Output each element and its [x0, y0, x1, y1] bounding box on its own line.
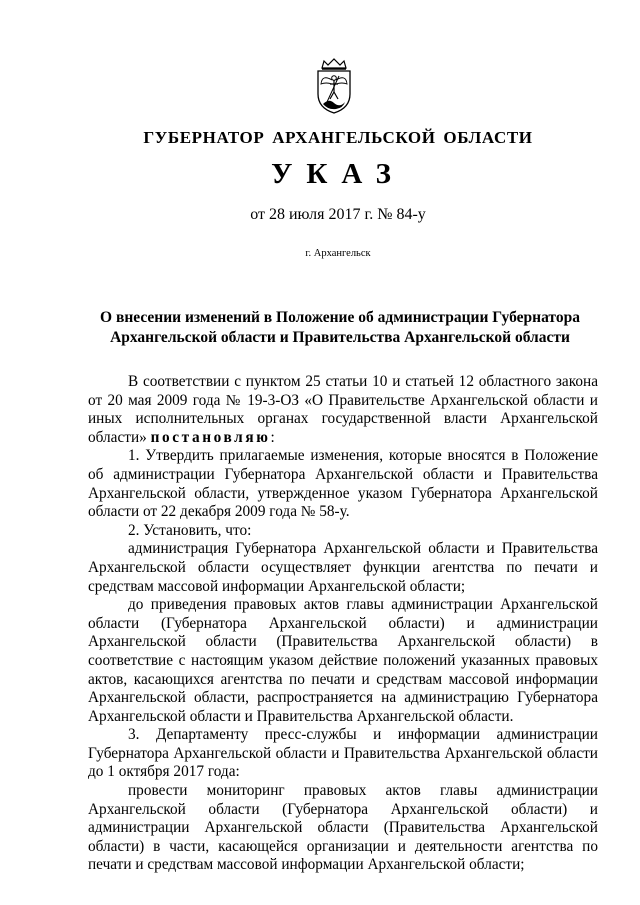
clause-3-item-1: провести мониторинг правовых актов главы администрации Архангельской области (Губернатора Архангельской области) и администрации Архангельской области (Правительства Архангельской области) в части, касающейся организации и деятельности агентства по печати и средствам массовой информации Архангельской области;: [88, 782, 598, 874]
decree-title-line-1: О внесении изменений в Положение об администрации Губернатора: [100, 309, 580, 326]
preamble-text: В соответствии с пунктом 25 статьи 10 и статьей 12 областного закона от 20 мая 2009 года № 19-3-ОЗ «О Правительстве Архангельской области и иных исполнительных органах государственной власти Архангельской области»: [88, 373, 598, 446]
clause-2: 2. Установить, что:: [128, 521, 252, 539]
arkhangelsk-coat-of-arms-icon: [312, 58, 356, 114]
preamble-paragraph: [88, 373, 598, 447]
clause-3: 3. Департаменту пресс-службы и информации администрации Губернатора Архангельской области и Правительства Архангельской области до 1 октября 2017 года:: [88, 726, 598, 781]
decree-date-number: от 28 июля 2017 г. № 84-у: [250, 206, 426, 223]
clause-1: 1. Утвердить прилагаемые изменения, которые вносятся в Положение об администрации Губернатора Архангельской области и Правительства Архангельской области, утвержденное указом Губернатора Архангельской области от 22 декабря 2009 года № 58-у.: [88, 447, 598, 521]
preamble-colon: :: [270, 428, 275, 446]
decree-keyword: постановляю: [150, 428, 271, 446]
decree-title-line-2: Архангельской области и Правительства Архангельской области: [110, 329, 570, 346]
decree-title: [88, 308, 592, 348]
city-of-issue: г. Архангельск: [305, 248, 371, 259]
document-type-heading: УКАЗ: [271, 158, 405, 190]
decree-body: [88, 373, 598, 875]
clause-2-item-1: администрация Губернатора Архангельской области и Правительства Архангельской области осуществляет функции агентства по печати и средствам массовой информации Архангельской области;: [88, 540, 598, 595]
clause-2-item-2: до приведения правовых актов главы администрации Архангельской области (Губернатора Архангельской области) и администрации Архангельской области (Правительства Архангельской области) в соответствие с настоящим указом действие положений указанных правовых актов, касающихся агентства по печати и средствам массовой информации Архангельской области, распространяется на администрацию Губернатора Архангельской области и Правительства Архангельской области.: [88, 596, 598, 725]
issuing-authority: ГУБЕРНАТОР АРХАНГЕЛЬСКОЙ ОБЛАСТИ: [143, 128, 533, 147]
